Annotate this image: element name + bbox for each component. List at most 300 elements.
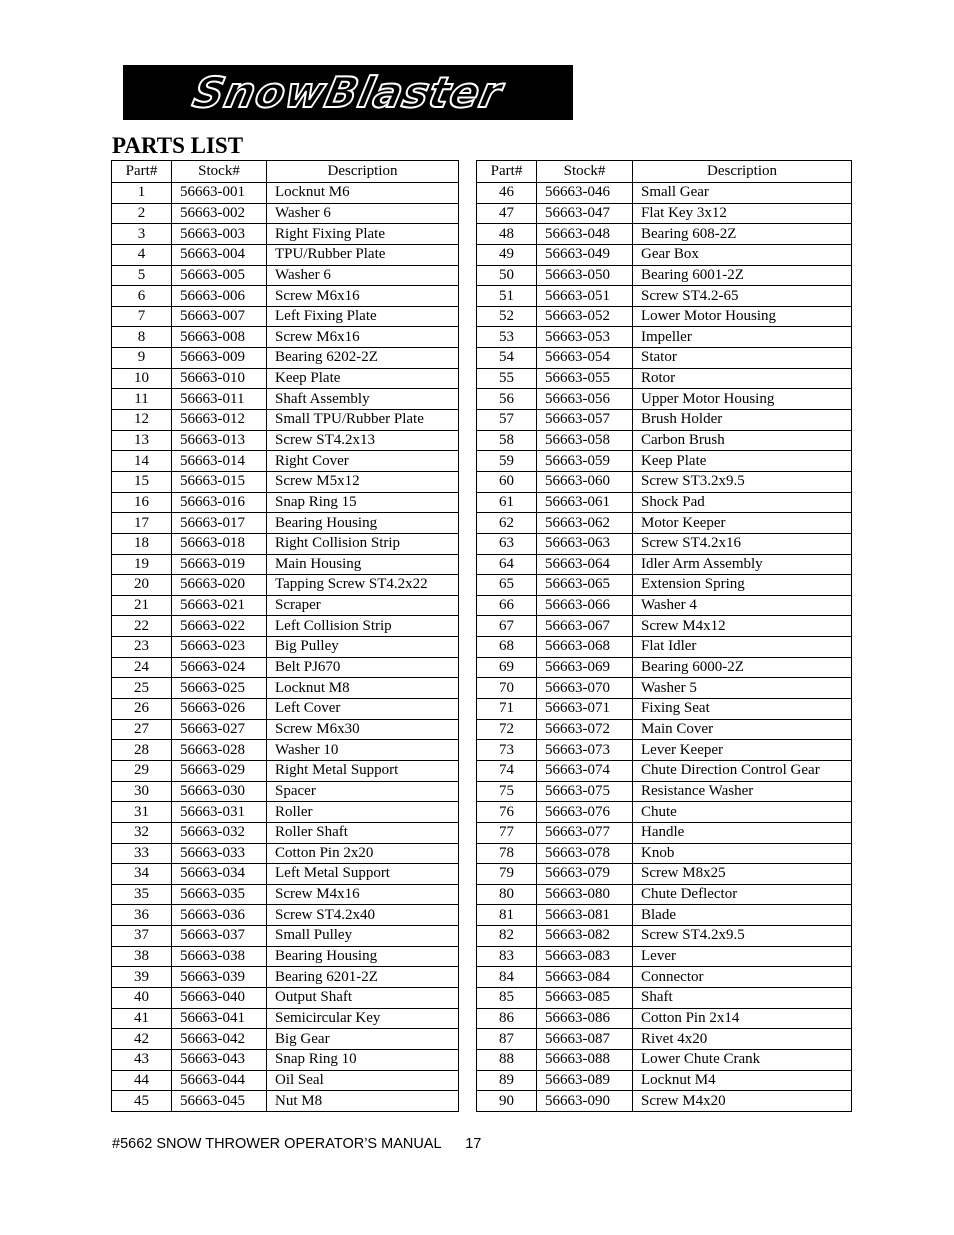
stock-number-cell: 56663-083: [537, 946, 633, 967]
table-row: [112, 430, 459, 451]
table-row: [477, 492, 852, 513]
part-number-cell: 2: [112, 203, 172, 224]
stock-number-cell: 56663-059: [537, 451, 633, 472]
part-number-cell: 64: [477, 554, 537, 575]
table-row: [477, 843, 852, 864]
stock-number-cell: 56663-029: [172, 760, 267, 781]
description-cell: Screw M6x30: [267, 719, 459, 740]
part-number-cell: 48: [477, 224, 537, 245]
part-number-cell: 60: [477, 471, 537, 492]
description-cell: Chute: [633, 802, 852, 823]
description-cell: Screw ST4.2x16: [633, 533, 852, 554]
stock-number-cell: 56663-040: [172, 987, 267, 1008]
stock-number-cell: 56663-085: [537, 987, 633, 1008]
description-cell: Main Cover: [633, 719, 852, 740]
part-number-cell: 82: [477, 926, 537, 947]
snowblaster-logo: [123, 65, 573, 120]
stock-number-cell: 56663-090: [537, 1091, 633, 1112]
description-cell: Handle: [633, 822, 852, 843]
description-cell: Left Metal Support: [267, 864, 459, 885]
description-cell: Spacer: [267, 781, 459, 802]
stock-number-cell: 56663-046: [537, 183, 633, 204]
table-row: [112, 760, 459, 781]
table-row: [477, 802, 852, 823]
description-cell: Screw ST4.2-65: [633, 286, 852, 307]
table-row: [477, 822, 852, 843]
part-number-cell: 88: [477, 1049, 537, 1070]
table-row: [112, 492, 459, 513]
stock-number-cell: 56663-049: [537, 244, 633, 265]
part-number-cell: 89: [477, 1070, 537, 1091]
description-cell: Roller: [267, 802, 459, 823]
part-number-cell: 7: [112, 306, 172, 327]
part-number-cell: 69: [477, 657, 537, 678]
table-row: [112, 286, 459, 307]
stock-number-cell: 56663-081: [537, 905, 633, 926]
table-row: [477, 327, 852, 348]
description-cell: Screw M8x25: [633, 864, 852, 885]
stock-number-cell: 56663-077: [537, 822, 633, 843]
stock-number-cell: 56663-053: [537, 327, 633, 348]
part-number-cell: 13: [112, 430, 172, 451]
stock-number-cell: 56663-079: [537, 864, 633, 885]
table-row: [112, 513, 459, 534]
stock-number-cell: 56663-024: [172, 657, 267, 678]
table-row: [477, 595, 852, 616]
stock-number-cell: 56663-061: [537, 492, 633, 513]
stock-number-cell: 56663-086: [537, 1008, 633, 1029]
description-cell: Locknut M8: [267, 678, 459, 699]
description-cell: Bearing 6001-2Z: [633, 265, 852, 286]
stock-number-cell: 56663-068: [537, 637, 633, 658]
parts-table-right: [476, 160, 852, 1112]
stock-number-cell: 56663-014: [172, 451, 267, 472]
table-row: [112, 1049, 459, 1070]
description-cell: Screw ST4.2x13: [267, 430, 459, 451]
part-number-cell: 62: [477, 513, 537, 534]
stock-number-cell: 56663-021: [172, 595, 267, 616]
part-number-cell: 50: [477, 265, 537, 286]
table-row: [112, 822, 459, 843]
table-row: [477, 368, 852, 389]
description-cell: Chute Direction Control Gear: [633, 760, 852, 781]
part-number-cell: 5: [112, 265, 172, 286]
description-cell: Blade: [633, 905, 852, 926]
stock-number-cell: 56663-074: [537, 760, 633, 781]
part-number-cell: 32: [112, 822, 172, 843]
part-number-cell: 73: [477, 740, 537, 761]
table-row: [477, 637, 852, 658]
part-number-cell: 39: [112, 967, 172, 988]
part-number-cell: 27: [112, 719, 172, 740]
table-row: [112, 348, 459, 369]
description-cell: Roller Shaft: [267, 822, 459, 843]
stock-number-cell: 56663-022: [172, 616, 267, 637]
description-cell: Motor Keeper: [633, 513, 852, 534]
table-row: [112, 1091, 459, 1112]
part-number-cell: 41: [112, 1008, 172, 1029]
description-cell: Keep Plate: [267, 368, 459, 389]
table-row: [477, 348, 852, 369]
part-number-cell: 4: [112, 244, 172, 265]
stock-number-cell: 56663-030: [172, 781, 267, 802]
stock-number-cell: 56663-027: [172, 719, 267, 740]
part-number-cell: 80: [477, 884, 537, 905]
part-number-cell: 15: [112, 471, 172, 492]
description-cell: Locknut M4: [633, 1070, 852, 1091]
table-row: [112, 410, 459, 431]
stock-number-cell: 56663-054: [537, 348, 633, 369]
part-number-cell: 36: [112, 905, 172, 926]
stock-number-cell: 56663-089: [537, 1070, 633, 1091]
stock-number-cell: 56663-073: [537, 740, 633, 761]
table-row: [477, 575, 852, 596]
table-row: [477, 987, 852, 1008]
description-cell: Lower Motor Housing: [633, 306, 852, 327]
stock-number-cell: 56663-051: [537, 286, 633, 307]
page-number: 17: [465, 1136, 482, 1152]
column-header-stock: Stock#: [537, 161, 633, 183]
table-row: [477, 657, 852, 678]
description-cell: Snap Ring 15: [267, 492, 459, 513]
description-cell: Gear Box: [633, 244, 852, 265]
part-number-cell: 29: [112, 760, 172, 781]
part-number-cell: 31: [112, 802, 172, 823]
part-number-cell: 44: [112, 1070, 172, 1091]
stock-number-cell: 56663-066: [537, 595, 633, 616]
table-header-row: [112, 161, 459, 183]
description-cell: Lever Keeper: [633, 740, 852, 761]
description-cell: Belt PJ670: [267, 657, 459, 678]
part-number-cell: 52: [477, 306, 537, 327]
description-cell: Right Fixing Plate: [267, 224, 459, 245]
column-header-part: Part#: [477, 161, 537, 183]
stock-number-cell: 56663-019: [172, 554, 267, 575]
description-cell: Screw ST4.2x40: [267, 905, 459, 926]
description-cell: Brush Holder: [633, 410, 852, 431]
stock-number-cell: 56663-002: [172, 203, 267, 224]
description-cell: Screw ST4.2x9.5: [633, 926, 852, 947]
table-row: [112, 926, 459, 947]
stock-number-cell: 56663-084: [537, 967, 633, 988]
table-row: [112, 987, 459, 1008]
part-number-cell: 37: [112, 926, 172, 947]
part-number-cell: 65: [477, 575, 537, 596]
parts-table-left-body: [112, 183, 459, 1112]
part-number-cell: 78: [477, 843, 537, 864]
table-row: [477, 389, 852, 410]
description-cell: Small Pulley: [267, 926, 459, 947]
description-cell: Chute Deflector: [633, 884, 852, 905]
part-number-cell: 11: [112, 389, 172, 410]
table-row: [477, 926, 852, 947]
table-row: [112, 595, 459, 616]
part-number-cell: 21: [112, 595, 172, 616]
description-cell: Screw M4x16: [267, 884, 459, 905]
table-row: [477, 1049, 852, 1070]
part-number-cell: 76: [477, 802, 537, 823]
stock-number-cell: 56663-034: [172, 864, 267, 885]
stock-number-cell: 56663-050: [537, 265, 633, 286]
description-cell: Shaft Assembly: [267, 389, 459, 410]
stock-number-cell: 56663-009: [172, 348, 267, 369]
table-row: [112, 616, 459, 637]
table-header-row: [477, 161, 852, 183]
table-row: [112, 1029, 459, 1050]
part-number-cell: 14: [112, 451, 172, 472]
part-number-cell: 17: [112, 513, 172, 534]
stock-number-cell: 56663-023: [172, 637, 267, 658]
description-cell: Fixing Seat: [633, 699, 852, 720]
stock-number-cell: 56663-067: [537, 616, 633, 637]
stock-number-cell: 56663-043: [172, 1049, 267, 1070]
stock-number-cell: 56663-078: [537, 843, 633, 864]
stock-number-cell: 56663-088: [537, 1049, 633, 1070]
table-row: [477, 616, 852, 637]
part-number-cell: 23: [112, 637, 172, 658]
description-cell: Bearing Housing: [267, 513, 459, 534]
description-cell: Snap Ring 10: [267, 1049, 459, 1070]
part-number-cell: 53: [477, 327, 537, 348]
part-number-cell: 51: [477, 286, 537, 307]
part-number-cell: 34: [112, 864, 172, 885]
part-number-cell: 20: [112, 575, 172, 596]
table-row: [477, 967, 852, 988]
part-number-cell: 6: [112, 286, 172, 307]
stock-number-cell: 56663-047: [537, 203, 633, 224]
stock-number-cell: 56663-087: [537, 1029, 633, 1050]
table-row: [477, 410, 852, 431]
stock-number-cell: 56663-075: [537, 781, 633, 802]
stock-number-cell: 56663-031: [172, 802, 267, 823]
table-row: [112, 657, 459, 678]
parts-table-left: [111, 160, 459, 1112]
manual-title: #5662 SNOW THROWER OPERATOR’S MANUAL: [112, 1136, 442, 1152]
part-number-cell: 43: [112, 1049, 172, 1070]
description-cell: Left Collision Strip: [267, 616, 459, 637]
stock-number-cell: 56663-016: [172, 492, 267, 513]
part-number-cell: 19: [112, 554, 172, 575]
part-number-cell: 81: [477, 905, 537, 926]
table-row: [477, 244, 852, 265]
description-cell: Cotton Pin 2x20: [267, 843, 459, 864]
stock-number-cell: 56663-017: [172, 513, 267, 534]
description-cell: Upper Motor Housing: [633, 389, 852, 410]
description-cell: Knob: [633, 843, 852, 864]
part-number-cell: 61: [477, 492, 537, 513]
part-number-cell: 68: [477, 637, 537, 658]
part-number-cell: 42: [112, 1029, 172, 1050]
part-number-cell: 87: [477, 1029, 537, 1050]
table-row: [477, 678, 852, 699]
description-cell: Screw M6x16: [267, 327, 459, 348]
description-cell: Left Fixing Plate: [267, 306, 459, 327]
description-cell: Keep Plate: [633, 451, 852, 472]
table-row: [477, 699, 852, 720]
stock-number-cell: 56663-082: [537, 926, 633, 947]
part-number-cell: 85: [477, 987, 537, 1008]
part-number-cell: 55: [477, 368, 537, 389]
part-number-cell: 16: [112, 492, 172, 513]
part-number-cell: 63: [477, 533, 537, 554]
part-number-cell: 8: [112, 327, 172, 348]
description-cell: Screw M6x16: [267, 286, 459, 307]
part-number-cell: 74: [477, 760, 537, 781]
table-row: [112, 678, 459, 699]
description-cell: Screw ST3.2x9.5: [633, 471, 852, 492]
table-row: [112, 719, 459, 740]
table-row: [112, 451, 459, 472]
description-cell: Washer 10: [267, 740, 459, 761]
stock-number-cell: 56663-035: [172, 884, 267, 905]
table-row: [112, 203, 459, 224]
table-row: [112, 368, 459, 389]
table-row: [112, 843, 459, 864]
part-number-cell: 56: [477, 389, 537, 410]
table-row: [477, 533, 852, 554]
table-row: [477, 306, 852, 327]
stock-number-cell: 56663-056: [537, 389, 633, 410]
description-cell: Bearing Housing: [267, 946, 459, 967]
stock-number-cell: 56663-041: [172, 1008, 267, 1029]
description-cell: Lever: [633, 946, 852, 967]
table-row: [112, 967, 459, 988]
description-cell: Locknut M6: [267, 183, 459, 204]
table-row: [112, 740, 459, 761]
description-cell: Washer 4: [633, 595, 852, 616]
parts-table-right-body: [477, 183, 852, 1112]
table-row: [477, 203, 852, 224]
table-row: [112, 389, 459, 410]
stock-number-cell: 56663-018: [172, 533, 267, 554]
description-cell: Right Metal Support: [267, 760, 459, 781]
part-number-cell: 79: [477, 864, 537, 885]
table-row: [112, 244, 459, 265]
stock-number-cell: 56663-013: [172, 430, 267, 451]
description-cell: Cotton Pin 2x14: [633, 1008, 852, 1029]
description-cell: Small Gear: [633, 183, 852, 204]
part-number-cell: 1: [112, 183, 172, 204]
stock-number-cell: 56663-063: [537, 533, 633, 554]
table-row: [477, 1070, 852, 1091]
description-cell: Connector: [633, 967, 852, 988]
column-header-part: Part#: [112, 161, 172, 183]
table-row: [477, 286, 852, 307]
column-header-stock: Stock#: [172, 161, 267, 183]
stock-number-cell: 56663-080: [537, 884, 633, 905]
stock-number-cell: 56663-052: [537, 306, 633, 327]
part-number-cell: 72: [477, 719, 537, 740]
part-number-cell: 58: [477, 430, 537, 451]
description-cell: Washer 5: [633, 678, 852, 699]
table-row: [112, 884, 459, 905]
stock-number-cell: 56663-070: [537, 678, 633, 699]
stock-number-cell: 56663-042: [172, 1029, 267, 1050]
stock-number-cell: 56663-007: [172, 306, 267, 327]
part-number-cell: 12: [112, 410, 172, 431]
part-number-cell: 35: [112, 884, 172, 905]
table-row: [477, 430, 852, 451]
description-cell: Semicircular Key: [267, 1008, 459, 1029]
part-number-cell: 49: [477, 244, 537, 265]
table-row: [112, 781, 459, 802]
stock-number-cell: 56663-003: [172, 224, 267, 245]
part-number-cell: 24: [112, 657, 172, 678]
part-number-cell: 75: [477, 781, 537, 802]
table-row: [112, 637, 459, 658]
part-number-cell: 47: [477, 203, 537, 224]
stock-number-cell: 56663-020: [172, 575, 267, 596]
part-number-cell: 18: [112, 533, 172, 554]
description-cell: Oil Seal: [267, 1070, 459, 1091]
page-title: PARTS LIST: [112, 133, 244, 158]
stock-number-cell: 56663-032: [172, 822, 267, 843]
description-cell: Left Cover: [267, 699, 459, 720]
part-number-cell: 67: [477, 616, 537, 637]
part-number-cell: 45: [112, 1091, 172, 1112]
part-number-cell: 33: [112, 843, 172, 864]
table-row: [477, 905, 852, 926]
description-cell: Big Gear: [267, 1029, 459, 1050]
description-cell: Screw M4x20: [633, 1091, 852, 1112]
part-number-cell: 26: [112, 699, 172, 720]
part-number-cell: 70: [477, 678, 537, 699]
part-number-cell: 46: [477, 183, 537, 204]
table-row: [112, 471, 459, 492]
description-cell: Carbon Brush: [633, 430, 852, 451]
description-cell: Bearing 608-2Z: [633, 224, 852, 245]
stock-number-cell: 56663-028: [172, 740, 267, 761]
table-row: [477, 864, 852, 885]
description-cell: Washer 6: [267, 203, 459, 224]
description-cell: Screw M4x12: [633, 616, 852, 637]
table-row: [112, 946, 459, 967]
description-cell: Bearing 6202-2Z: [267, 348, 459, 369]
table-row: [112, 905, 459, 926]
stock-number-cell: 56663-004: [172, 244, 267, 265]
description-cell: Right Collision Strip: [267, 533, 459, 554]
description-cell: Right Cover: [267, 451, 459, 472]
description-cell: Scraper: [267, 595, 459, 616]
description-cell: Shaft: [633, 987, 852, 1008]
table-row: [112, 1008, 459, 1029]
description-cell: Main Housing: [267, 554, 459, 575]
table-row: [477, 781, 852, 802]
table-row: [477, 513, 852, 534]
table-row: [112, 183, 459, 204]
part-number-cell: 90: [477, 1091, 537, 1112]
part-number-cell: 28: [112, 740, 172, 761]
logo-wordmark: SnowBlaster: [188, 68, 508, 117]
description-cell: Bearing 6000-2Z: [633, 657, 852, 678]
table-row: [477, 1091, 852, 1112]
description-cell: Stator: [633, 348, 852, 369]
table-row: [112, 802, 459, 823]
column-header-description: Description: [633, 161, 852, 183]
description-cell: Idler Arm Assembly: [633, 554, 852, 575]
stock-number-cell: 56663-057: [537, 410, 633, 431]
description-cell: Bearing 6201-2Z: [267, 967, 459, 988]
part-number-cell: 83: [477, 946, 537, 967]
description-cell: Output Shaft: [267, 987, 459, 1008]
description-cell: Big Pulley: [267, 637, 459, 658]
table-row: [112, 265, 459, 286]
description-cell: Flat Idler: [633, 637, 852, 658]
table-row: [477, 1029, 852, 1050]
page-footer: [112, 1136, 481, 1152]
stock-number-cell: 56663-065: [537, 575, 633, 596]
description-cell: Tapping Screw ST4.2x22: [267, 575, 459, 596]
